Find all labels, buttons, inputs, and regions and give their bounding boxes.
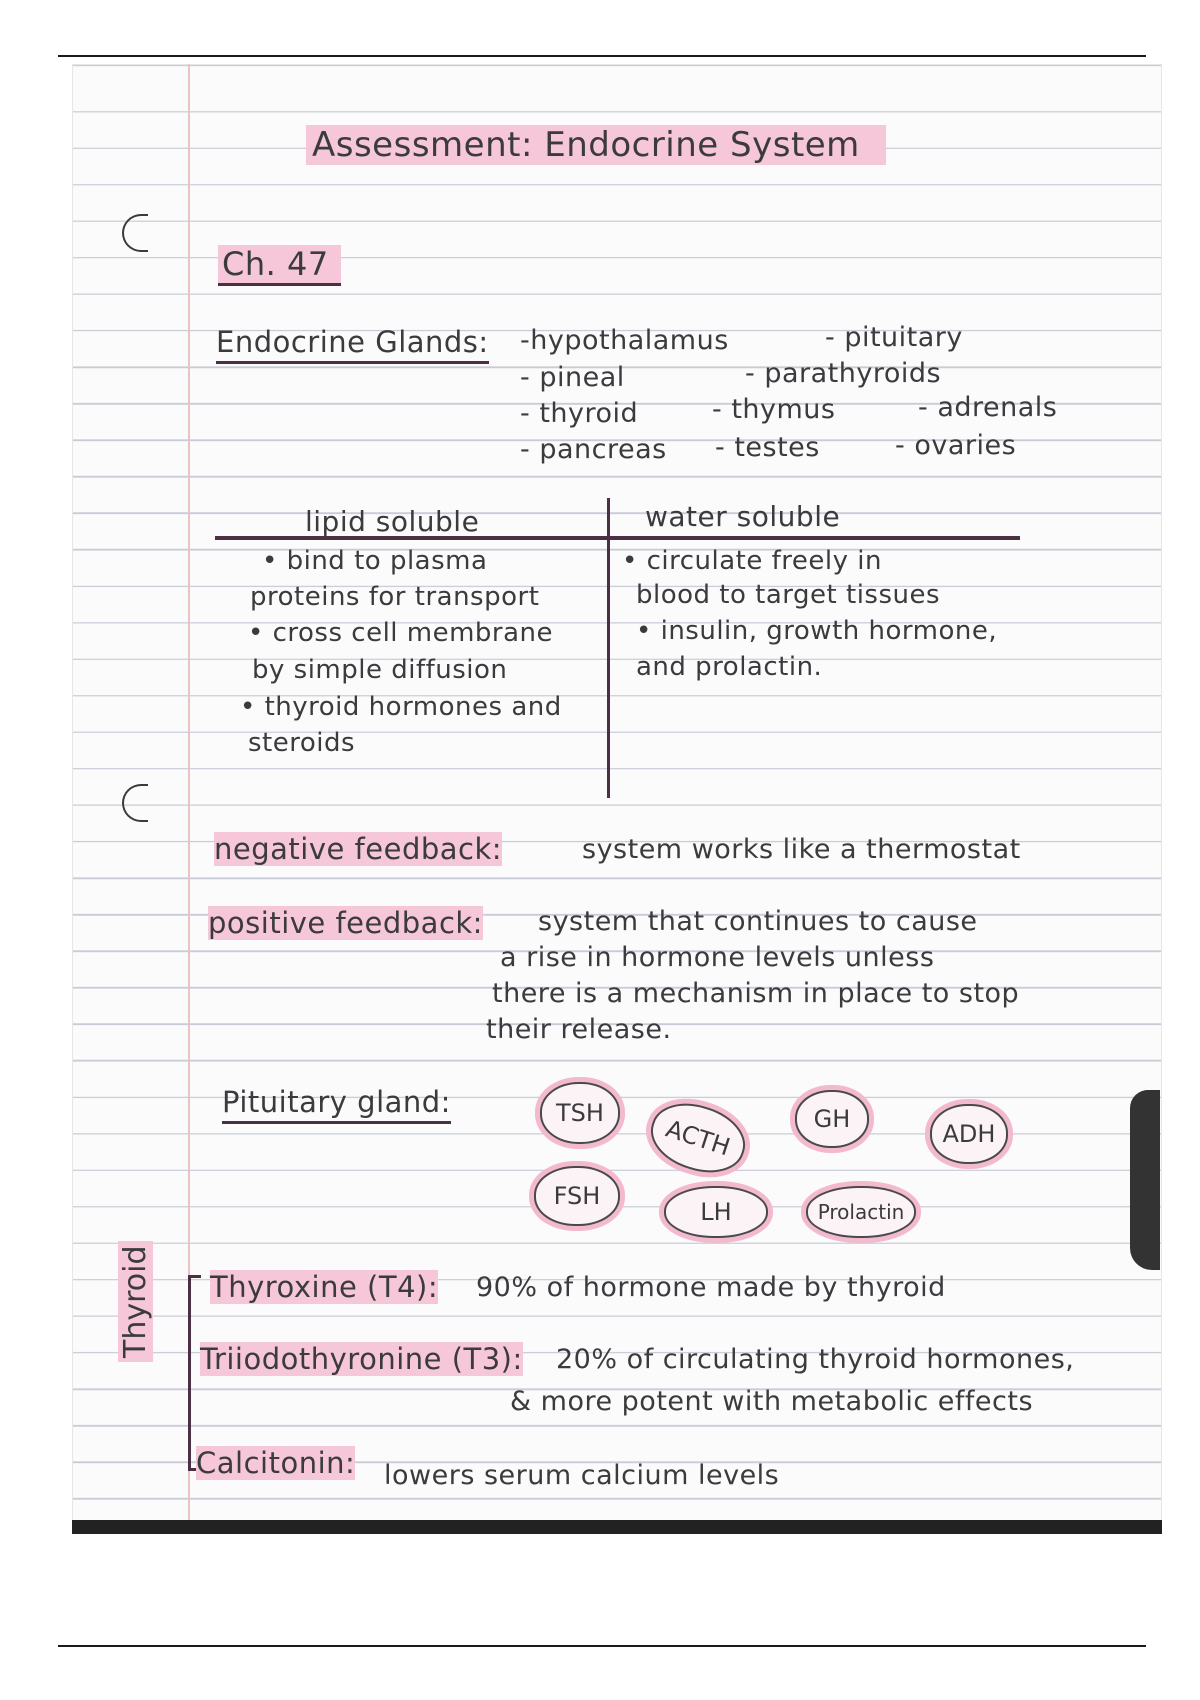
paper-bottom-edge	[72, 1520, 1162, 1534]
gland-item: - pineal	[520, 362, 625, 393]
positive-feedback-line: their release.	[486, 1014, 672, 1045]
thyroid-definition: & more potent with metabolic effects	[510, 1386, 1034, 1417]
gland-item: - testes	[715, 432, 820, 463]
hormone-bubble: FSH	[534, 1166, 620, 1226]
positive-feedback-line: a rise in hormone levels unless	[500, 942, 935, 973]
thyroid-definition: lowers serum calcium levels	[384, 1460, 780, 1491]
binder-hole-top	[122, 214, 148, 252]
negative-feedback-definition: system works like a thermostat	[582, 834, 1021, 865]
gland-item: - pancreas	[520, 434, 667, 465]
table-header-lipid: lipid soluble	[305, 505, 480, 538]
positive-feedback-term: positive feedback:	[208, 906, 483, 940]
binder-hole-middle	[122, 784, 148, 822]
water-line: • circulate freely in	[622, 546, 882, 576]
thyroid-term: Thyroxine (T4):	[210, 1270, 439, 1304]
table-divider	[607, 498, 610, 798]
hormone-bubble: TSH	[540, 1082, 620, 1144]
water-line: and prolactin.	[636, 652, 823, 682]
positive-feedback-line: there is a mechanism in place to stop	[492, 978, 1020, 1009]
negative-feedback-term: negative feedback:	[214, 832, 503, 866]
lipid-line: • thyroid hormones and	[240, 692, 562, 722]
water-line: • insulin, growth hormone,	[636, 616, 998, 646]
table-header-water: water soluble	[645, 500, 841, 533]
lipid-line: • cross cell membrane	[248, 618, 554, 648]
paper-shadow	[1130, 1090, 1160, 1270]
thyroid-definition: 90% of hormone made by thyroid	[476, 1272, 946, 1303]
gland-item: - parathyroids	[745, 358, 942, 389]
lipid-line: proteins for transport	[250, 582, 540, 612]
chapter-heading: Ch. 47	[218, 245, 341, 286]
thyroid-definition: 20% of circulating thyroid hormones,	[556, 1344, 1075, 1375]
gland-item: - adrenals	[918, 392, 1058, 423]
pituitary-label: Pituitary gland:	[222, 1085, 451, 1124]
lipid-line: by simple diffusion	[252, 655, 508, 685]
gland-item: - thyroid	[520, 398, 639, 429]
bottom-page-rule	[58, 1645, 1146, 1647]
lipid-line: steroids	[248, 728, 356, 758]
thyroid-term: Calcitonin:	[196, 1446, 356, 1480]
top-page-rule	[58, 55, 1146, 57]
gland-item: - pituitary	[825, 322, 963, 353]
lipid-line: • bind to plasma	[262, 546, 488, 576]
gland-item: - ovaries	[895, 430, 1017, 461]
hormone-bubble: Prolactin	[806, 1186, 916, 1238]
hormone-bubble: GH	[795, 1090, 869, 1148]
water-line: blood to target tissues	[636, 580, 941, 610]
thyroid-label: Thyroid	[118, 1242, 153, 1363]
hormone-bubble: ACTH	[642, 1093, 753, 1184]
glands-label: Endocrine Glands:	[216, 325, 489, 364]
hormone-bubble: LH	[664, 1186, 768, 1238]
thyroid-term: Triiodothyronine (T3):	[200, 1342, 523, 1376]
gland-item: -hypothalamus	[520, 325, 729, 356]
page-title: Assessment: Endocrine System	[306, 125, 886, 165]
gland-item: - thymus	[712, 394, 836, 425]
positive-feedback-line: system that continues to cause	[538, 906, 978, 937]
hormone-bubble: ADH	[930, 1104, 1008, 1164]
